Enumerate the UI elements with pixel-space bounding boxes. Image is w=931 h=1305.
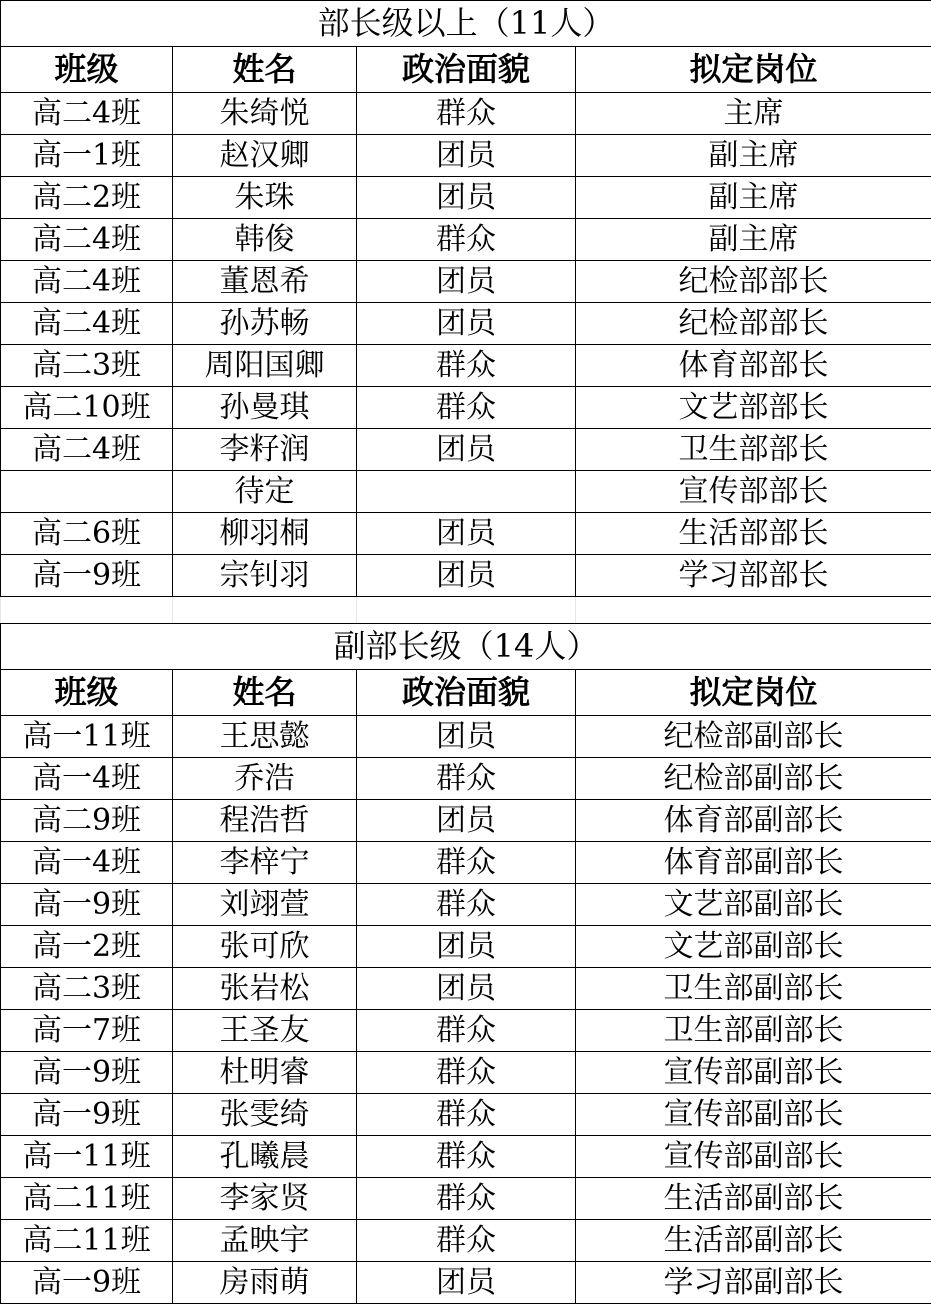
cell-name: 孙曼琪 (173, 387, 357, 429)
cell-name: 朱珠 (173, 177, 357, 219)
spacer-cell (357, 597, 576, 624)
cell-class: 高一9班 (1, 555, 173, 597)
cell-class: 高一2班 (1, 926, 173, 968)
cell-class (1, 471, 173, 513)
cell-political-status: 群众 (357, 1220, 576, 1262)
cell-position: 体育部部长 (576, 345, 931, 387)
section-2-header-row (1, 670, 931, 716)
cell-name: 待定 (173, 471, 357, 513)
cell-position: 文艺部副部长 (576, 884, 931, 926)
cell-class: 高二4班 (1, 219, 173, 261)
cell-name: 朱绮悦 (173, 93, 357, 135)
cell-name: 李家贤 (173, 1178, 357, 1220)
table-row (1, 261, 931, 303)
cell-class: 高二3班 (1, 968, 173, 1010)
cell-name: 房雨萌 (173, 1262, 357, 1304)
cell-position: 宣传部副部长 (576, 1052, 931, 1094)
cell-position: 宣传部副部长 (576, 1136, 931, 1178)
cell-class: 高二6班 (1, 513, 173, 555)
cell-class: 高二4班 (1, 303, 173, 345)
cell-name: 宗钊羽 (173, 555, 357, 597)
table-row (1, 177, 931, 219)
cell-class: 高二9班 (1, 800, 173, 842)
cell-name: 张岩松 (173, 968, 357, 1010)
cell-name: 刘翊萱 (173, 884, 357, 926)
cell-class: 高二10班 (1, 387, 173, 429)
cell-political-status: 团员 (357, 800, 576, 842)
cell-political-status: 群众 (357, 1010, 576, 1052)
cell-political-status: 团员 (357, 261, 576, 303)
section-2-title: 副部长级（14人） (1, 624, 931, 670)
cell-name: 王圣友 (173, 1010, 357, 1052)
cell-position: 副主席 (576, 177, 931, 219)
cell-political-status: 团员 (357, 513, 576, 555)
table-row (1, 345, 931, 387)
cell-political-status: 团员 (357, 716, 576, 758)
table-row (1, 1094, 931, 1136)
cell-class: 高二2班 (1, 177, 173, 219)
cell-political-status: 团员 (357, 177, 576, 219)
table-row (1, 800, 931, 842)
cell-political-status: 群众 (357, 1052, 576, 1094)
header-class: 班级 (1, 670, 173, 716)
cell-position: 文艺部副部长 (576, 926, 931, 968)
table-row (1, 471, 931, 513)
section-spacer-row (1, 597, 931, 624)
spacer-cell (576, 597, 931, 624)
roster-table-body (1, 1, 931, 1304)
header-proposed-position: 拟定岗位 (576, 47, 931, 93)
cell-position: 卫生部部长 (576, 429, 931, 471)
cell-position: 宣传部副部长 (576, 1094, 931, 1136)
cell-name: 赵汉卿 (173, 135, 357, 177)
table-row (1, 716, 931, 758)
table-row (1, 135, 931, 177)
cell-class: 高一1班 (1, 135, 173, 177)
table-row (1, 1010, 931, 1052)
spacer-cell (173, 597, 357, 624)
cell-political-status: 群众 (357, 219, 576, 261)
cell-political-status: 团员 (357, 429, 576, 471)
cell-position: 学习部副部长 (576, 1262, 931, 1304)
cell-political-status: 团员 (357, 926, 576, 968)
cell-class: 高一9班 (1, 1262, 173, 1304)
cell-class: 高二11班 (1, 1178, 173, 1220)
cell-name: 韩俊 (173, 219, 357, 261)
table-row (1, 513, 931, 555)
table-row (1, 968, 931, 1010)
cell-name: 王思懿 (173, 716, 357, 758)
table-row (1, 93, 931, 135)
cell-name: 孔曦晨 (173, 1136, 357, 1178)
cell-political-status: 群众 (357, 1178, 576, 1220)
cell-position: 体育部副部长 (576, 842, 931, 884)
cell-class: 高二11班 (1, 1220, 173, 1262)
table-row (1, 1136, 931, 1178)
table-row (1, 1220, 931, 1262)
cell-name: 柳羽桐 (173, 513, 357, 555)
table-row (1, 303, 931, 345)
cell-position: 体育部副部长 (576, 800, 931, 842)
cell-position: 宣传部部长 (576, 471, 931, 513)
cell-position: 纪检部副部长 (576, 716, 931, 758)
section-1-header-row (1, 47, 931, 93)
cell-position: 生活部副部长 (576, 1220, 931, 1262)
cell-position: 主席 (576, 93, 931, 135)
cell-position: 学习部部长 (576, 555, 931, 597)
cell-political-status: 群众 (357, 884, 576, 926)
header-proposed-position: 拟定岗位 (576, 670, 931, 716)
table-row (1, 884, 931, 926)
cell-political-status: 群众 (357, 1136, 576, 1178)
cell-name: 程浩哲 (173, 800, 357, 842)
cell-name: 张雯绮 (173, 1094, 357, 1136)
header-political-status: 政治面貌 (357, 670, 576, 716)
cell-political-status: 团员 (357, 968, 576, 1010)
section-1-title-row (1, 1, 931, 47)
cell-political-status: 团员 (357, 555, 576, 597)
cell-political-status: 群众 (357, 345, 576, 387)
cell-name: 孟映宇 (173, 1220, 357, 1262)
cell-political-status: 团员 (357, 1262, 576, 1304)
cell-name: 李籽润 (173, 429, 357, 471)
cell-class: 高二4班 (1, 93, 173, 135)
cell-position: 纪检部部长 (576, 303, 931, 345)
cell-class: 高一9班 (1, 1052, 173, 1094)
cell-class: 高一4班 (1, 758, 173, 800)
cell-name: 周阳国卿 (173, 345, 357, 387)
cell-position: 生活部副部长 (576, 1178, 931, 1220)
cell-class: 高二4班 (1, 261, 173, 303)
cell-class: 高一7班 (1, 1010, 173, 1052)
cell-political-status: 团员 (357, 303, 576, 345)
cell-position: 生活部部长 (576, 513, 931, 555)
cell-position: 纪检部部长 (576, 261, 931, 303)
cell-name: 孙苏畅 (173, 303, 357, 345)
cell-name: 李梓宁 (173, 842, 357, 884)
table-row (1, 429, 931, 471)
cell-position: 纪检部副部长 (576, 758, 931, 800)
cell-class: 高一11班 (1, 716, 173, 758)
table-row (1, 387, 931, 429)
table-row (1, 219, 931, 261)
section-1-title: 部长级以上（11人） (1, 1, 931, 47)
header-class: 班级 (1, 47, 173, 93)
cell-position: 卫生部副部长 (576, 968, 931, 1010)
cell-class: 高二3班 (1, 345, 173, 387)
header-name: 姓名 (173, 47, 357, 93)
cell-position: 文艺部部长 (576, 387, 931, 429)
cell-name: 张可欣 (173, 926, 357, 968)
cell-political-status (357, 471, 576, 513)
cell-political-status: 群众 (357, 93, 576, 135)
table-row (1, 1052, 931, 1094)
table-row (1, 555, 931, 597)
cell-position: 副主席 (576, 219, 931, 261)
cell-position: 卫生部副部长 (576, 1010, 931, 1052)
cell-class: 高一11班 (1, 1136, 173, 1178)
cell-name: 乔浩 (173, 758, 357, 800)
section-2-title-row (1, 624, 931, 670)
header-name: 姓名 (173, 670, 357, 716)
cell-class: 高一4班 (1, 842, 173, 884)
table-row (1, 926, 931, 968)
cell-political-status: 群众 (357, 1094, 576, 1136)
table-row (1, 842, 931, 884)
table-row (1, 758, 931, 800)
cell-class: 高一9班 (1, 884, 173, 926)
cell-name: 杜明睿 (173, 1052, 357, 1094)
cell-political-status: 群众 (357, 758, 576, 800)
cell-political-status: 团员 (357, 135, 576, 177)
cell-political-status: 群众 (357, 842, 576, 884)
cell-political-status: 群众 (357, 387, 576, 429)
cell-class: 高一9班 (1, 1094, 173, 1136)
header-political-status: 政治面貌 (357, 47, 576, 93)
table-row (1, 1178, 931, 1220)
table-row (1, 1262, 931, 1304)
cell-name: 董恩希 (173, 261, 357, 303)
cell-position: 副主席 (576, 135, 931, 177)
spacer-cell (1, 597, 173, 624)
cell-class: 高二4班 (1, 429, 173, 471)
